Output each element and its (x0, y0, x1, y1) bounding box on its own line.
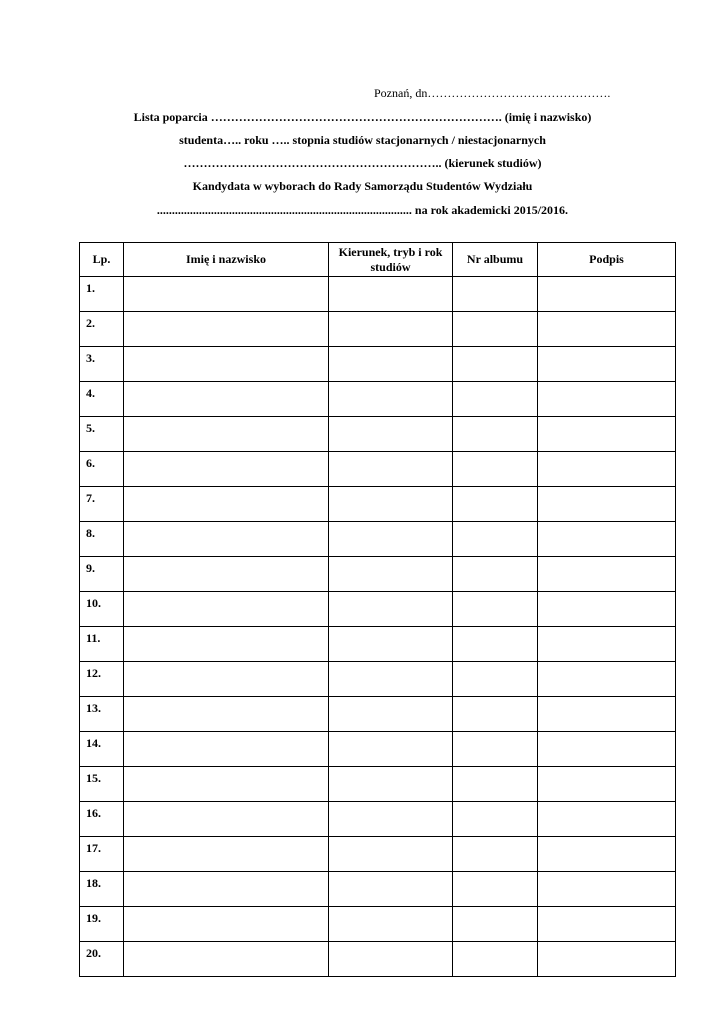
table-row (80, 277, 676, 312)
album-number-cell[interactable] (453, 347, 538, 382)
signature-cell[interactable] (538, 417, 676, 452)
column-header-name: Imię i nazwisko (124, 243, 329, 277)
table-row (80, 452, 676, 487)
table-row (80, 382, 676, 417)
album-number-cell[interactable] (453, 872, 538, 907)
album-number-cell[interactable] (453, 802, 538, 837)
row-number: 12. (80, 662, 124, 697)
row-number: 7. (80, 487, 124, 522)
study-field-cell[interactable] (329, 277, 453, 312)
study-field-cell[interactable] (329, 452, 453, 487)
study-field-cell[interactable] (329, 347, 453, 382)
study-field-cell[interactable] (329, 802, 453, 837)
name-cell[interactable] (124, 627, 329, 662)
table-row (80, 662, 676, 697)
study-field-cell[interactable] (329, 487, 453, 522)
study-field-cell[interactable] (329, 662, 453, 697)
album-number-cell[interactable] (453, 592, 538, 627)
study-field-cell[interactable] (329, 942, 453, 977)
study-field-cell[interactable] (329, 522, 453, 557)
name-cell[interactable] (124, 592, 329, 627)
candidate-election-line: Kandydata w wyborach do Rady Samorządu Studentów Wydziału (192, 179, 533, 193)
signature-cell[interactable] (538, 732, 676, 767)
table-header-row (80, 243, 676, 277)
signature-cell[interactable] (538, 347, 676, 382)
album-number-cell[interactable] (453, 382, 538, 417)
album-number-cell[interactable] (453, 277, 538, 312)
signature-cell[interactable] (538, 452, 676, 487)
row-number: 2. (80, 312, 124, 347)
name-cell[interactable] (124, 347, 329, 382)
name-cell[interactable] (124, 732, 329, 767)
row-number: 5. (80, 417, 124, 452)
album-number-cell[interactable] (453, 767, 538, 802)
faculty-academic-year-line: ..................................................................................... na rok akademicki 2015/2016. (156, 203, 569, 217)
signature-cell[interactable] (538, 277, 676, 312)
study-field-cell[interactable] (329, 382, 453, 417)
row-number: 17. (80, 837, 124, 872)
signature-cell[interactable] (538, 907, 676, 942)
column-header-album-number: Nr albumu (453, 243, 538, 277)
signature-cell[interactable] (538, 592, 676, 627)
name-cell[interactable] (124, 312, 329, 347)
name-cell[interactable] (124, 942, 329, 977)
study-field-cell[interactable] (329, 557, 453, 592)
table-row (80, 312, 676, 347)
signature-cell[interactable] (538, 802, 676, 837)
table-row (80, 487, 676, 522)
signature-cell[interactable] (538, 487, 676, 522)
name-cell[interactable] (124, 767, 329, 802)
album-number-cell[interactable] (453, 942, 538, 977)
support-list-title-line: Lista poparcia ………………………………………………………………. (imię i nazwisko) (133, 110, 592, 124)
study-field-cell[interactable] (329, 837, 453, 872)
table-row (80, 522, 676, 557)
album-number-cell[interactable] (453, 732, 538, 767)
name-cell[interactable] (124, 802, 329, 837)
name-cell[interactable] (124, 487, 329, 522)
signature-cell[interactable] (538, 557, 676, 592)
row-number: 14. (80, 732, 124, 767)
signature-cell[interactable] (538, 697, 676, 732)
column-header-lp: Lp. (80, 243, 124, 277)
name-cell[interactable] (124, 837, 329, 872)
album-number-cell[interactable] (453, 417, 538, 452)
album-number-cell[interactable] (453, 312, 538, 347)
field-of-study-line: ……………………………………………………….. (kierunek studiów) (183, 156, 542, 170)
name-cell[interactable] (124, 872, 329, 907)
row-number: 6. (80, 452, 124, 487)
study-field-cell[interactable] (329, 767, 453, 802)
row-number: 3. (80, 347, 124, 382)
table-row (80, 942, 676, 977)
support-signatures-table (79, 242, 676, 977)
table-row (80, 907, 676, 942)
study-field-cell[interactable] (329, 627, 453, 662)
study-field-cell[interactable] (329, 907, 453, 942)
study-field-cell[interactable] (329, 312, 453, 347)
row-number: 10. (80, 592, 124, 627)
row-number: 9. (80, 557, 124, 592)
signature-cell[interactable] (538, 312, 676, 347)
album-number-cell[interactable] (453, 557, 538, 592)
row-number: 11. (80, 627, 124, 662)
table-row (80, 347, 676, 382)
table-row (80, 627, 676, 662)
signature-cell[interactable] (538, 767, 676, 802)
signature-cell[interactable] (538, 662, 676, 697)
name-cell[interactable] (124, 907, 329, 942)
album-number-cell[interactable] (453, 907, 538, 942)
row-number: 13. (80, 697, 124, 732)
row-number: 8. (80, 522, 124, 557)
table-body (80, 277, 676, 977)
column-header-signature: Podpis (538, 243, 676, 277)
row-number: 16. (80, 802, 124, 837)
album-number-cell[interactable] (453, 837, 538, 872)
row-number: 15. (80, 767, 124, 802)
album-number-cell[interactable] (453, 662, 538, 697)
name-cell[interactable] (124, 417, 329, 452)
row-number: 19. (80, 907, 124, 942)
study-field-cell[interactable] (329, 872, 453, 907)
album-number-cell[interactable] (453, 487, 538, 522)
row-number: 1. (80, 277, 124, 312)
signature-cell[interactable] (538, 837, 676, 872)
study-field-cell[interactable] (329, 732, 453, 767)
album-number-cell[interactable] (453, 627, 538, 662)
row-number: 18. (80, 872, 124, 907)
name-cell[interactable] (124, 697, 329, 732)
column-header-study-field: Kierunek, tryb i rok studiów (329, 243, 453, 277)
table-row (80, 557, 676, 592)
signature-cell[interactable] (538, 627, 676, 662)
table-row (80, 417, 676, 452)
table-row (80, 732, 676, 767)
table-row (80, 767, 676, 802)
name-cell[interactable] (124, 452, 329, 487)
row-number: 4. (80, 382, 124, 417)
table-row (80, 802, 676, 837)
table-row (80, 837, 676, 872)
table-row (80, 592, 676, 627)
row-number: 20. (80, 942, 124, 977)
name-cell[interactable] (124, 522, 329, 557)
study-field-cell[interactable] (329, 417, 453, 452)
table-row (80, 697, 676, 732)
study-field-cell[interactable] (329, 697, 453, 732)
signature-cell[interactable] (538, 382, 676, 417)
study-field-cell[interactable] (329, 592, 453, 627)
place-date-line: Poznań, dn………………………………………. (374, 86, 611, 100)
name-cell[interactable] (124, 382, 329, 417)
student-year-level-line: studenta….. roku ….. stopnia studiów stacjonarnych / niestacjonarnych (179, 133, 546, 147)
album-number-cell[interactable] (453, 697, 538, 732)
name-cell[interactable] (124, 557, 329, 592)
signature-cell[interactable] (538, 942, 676, 977)
name-cell[interactable] (124, 662, 329, 697)
album-number-cell[interactable] (453, 522, 538, 557)
name-cell[interactable] (124, 277, 329, 312)
table-row (80, 872, 676, 907)
signature-cell[interactable] (538, 522, 676, 557)
album-number-cell[interactable] (453, 452, 538, 487)
signature-cell[interactable] (538, 872, 676, 907)
